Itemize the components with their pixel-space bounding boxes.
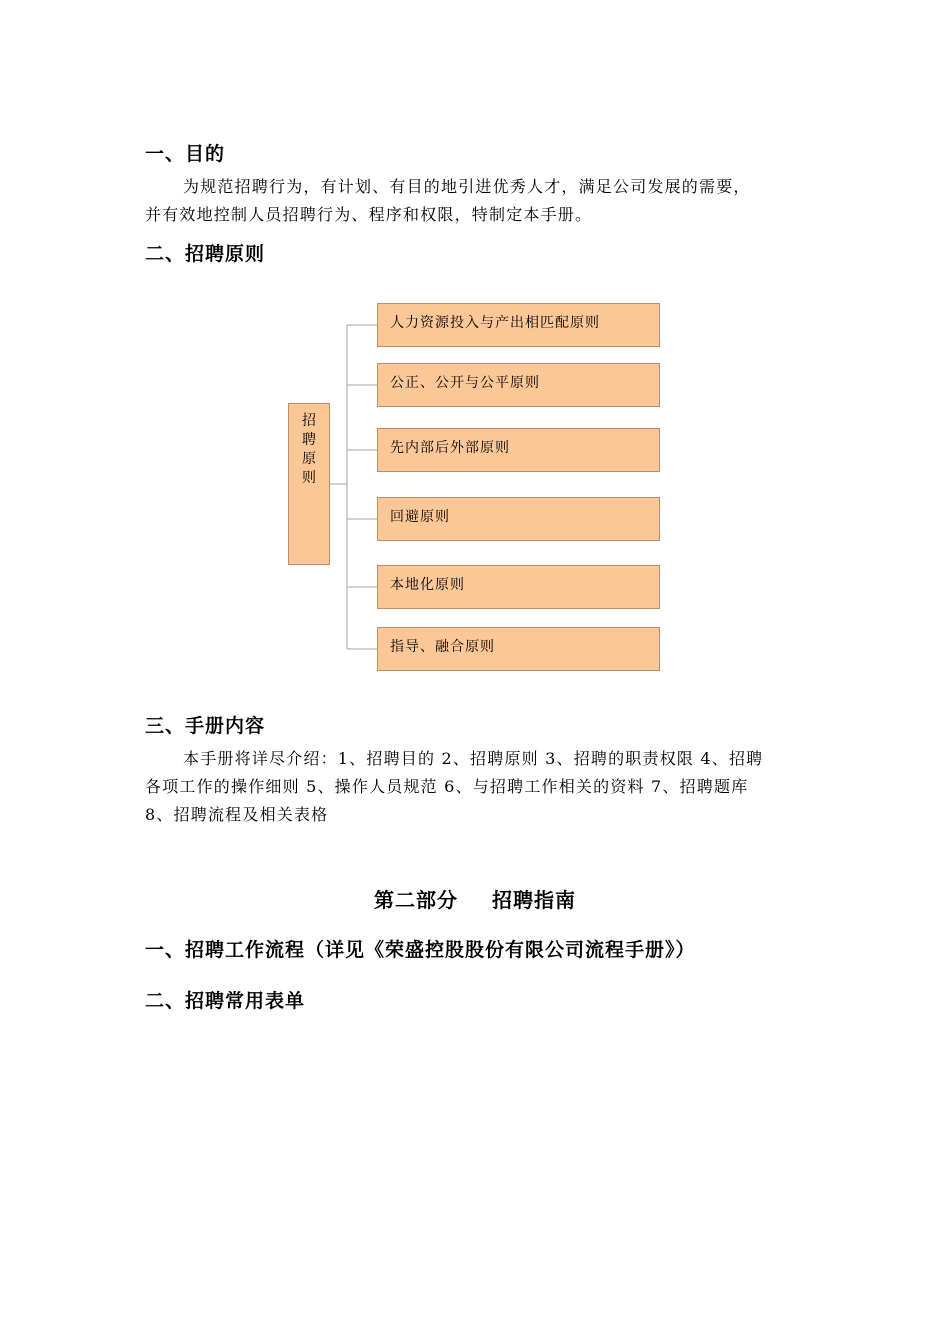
diagram-branch-node: 本地化原则	[377, 565, 660, 609]
contents-line-3: 8、招聘流程及相关表格	[145, 805, 329, 824]
section-heading-contents: 三、手册内容	[145, 715, 266, 737]
contents-line-1: 本手册将详尽介绍：1、招聘目的 2、招聘原则 3、招聘的职责权限 4、招聘	[183, 749, 764, 768]
section-heading-purpose: 一、目的	[145, 143, 226, 165]
diagram-branch-node: 回避原则	[377, 497, 660, 541]
contents-line-2: 各项工作的操作细则 5、操作人员规范 6、与招聘工作相关的资料 7、招聘题库	[145, 777, 749, 796]
part-name: 招聘指南	[492, 888, 576, 912]
section-heading-principles: 二、招聘原则	[145, 243, 266, 265]
contents-paragraph	[145, 745, 813, 829]
diagram-root-node	[288, 403, 330, 565]
part-label: 第二部分	[374, 888, 458, 912]
heading-recruitment-process: 一、招聘工作流程（详见《荣盛控股股份有限公司流程手册》）	[145, 939, 696, 961]
diagram-branch-node: 先内部后外部原则	[377, 428, 660, 472]
diagram-branch-node: 指导、融合原则	[377, 627, 660, 671]
diagram-branch-node: 人力资源投入与产出相匹配原则	[377, 303, 660, 347]
purpose-paragraph	[145, 173, 813, 229]
root-node-label: 招聘原则	[302, 413, 316, 486]
part-title	[0, 884, 950, 913]
purpose-line-2: 并有效地控制人员招聘行为、程序和权限，特制定本手册。	[145, 205, 593, 224]
purpose-line-1: 为规范招聘行为，有计划、有目的地引进优秀人才，满足公司发展的需要，	[183, 177, 751, 196]
heading-recruitment-forms: 二、招聘常用表单	[145, 990, 306, 1012]
diagram-branch-node: 公正、公开与公平原则	[377, 363, 660, 407]
